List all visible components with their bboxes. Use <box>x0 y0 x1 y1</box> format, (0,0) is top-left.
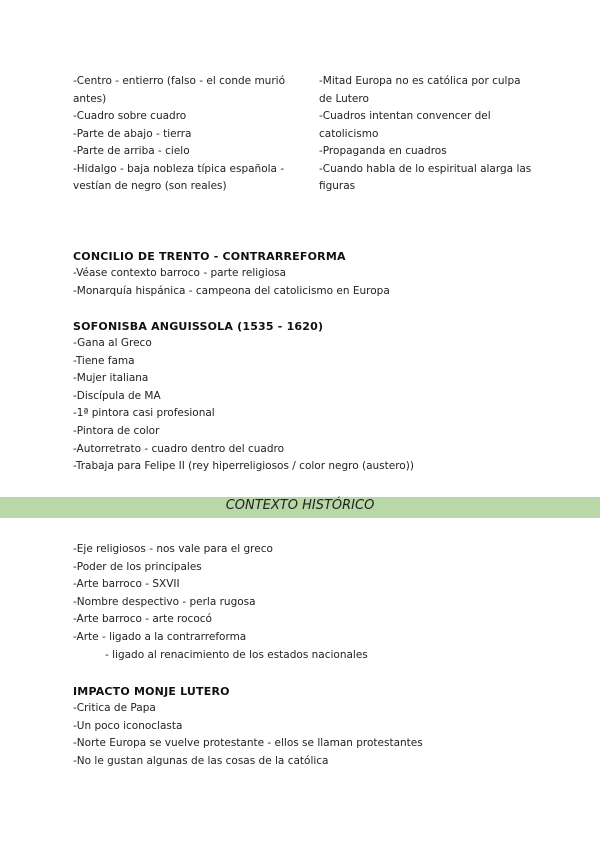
list-item: -Monarquía hispánica - campeona del catolicismo en Europa <box>73 284 390 297</box>
list-item: -Nombre despectivo - perla rugosa <box>73 595 256 608</box>
note-line: -Centro - entierro (falso - el conde murió antes) <box>73 75 285 105</box>
list-subitem: - ligado al renacimiento de los estados nacionales <box>105 648 368 661</box>
note-line: -Parte de abajo - tierra <box>73 127 192 140</box>
note-line: -Cuadros intentan convencer del catolicismo <box>319 110 491 140</box>
section-band <box>0 497 600 518</box>
list-item: -Autorretrato - cuadro dentro del cuadro <box>73 442 285 455</box>
list-item: -Pintora de color <box>73 424 160 437</box>
list-item: -Eje religiosos - nos vale para el greco <box>73 543 273 555</box>
sofonisba-heading: SOFONISBA ANGUISSOLA (1535 - 1620) <box>73 320 324 333</box>
contexto-list <box>73 541 368 664</box>
note-line: -Mitad Europa no es católica por culpa de Lutero <box>319 75 521 105</box>
list-item: -Gana al Greco <box>73 337 152 349</box>
list-item: -Norte Europa se vuelve protestante - ellos se llaman protestantes <box>73 737 423 750</box>
impacto-heading: IMPACTO MONJE LUTERO <box>73 685 230 698</box>
note-line: -Cuadro sobre cuadro <box>73 110 187 122</box>
list-item: -Discípula de MA <box>73 389 161 402</box>
list-item: -Poder de los principales <box>73 560 202 573</box>
list-item: -Mujer italiana <box>73 372 149 385</box>
sofonisba-list <box>73 335 414 476</box>
list-item: -Véase contexto barroco - parte religiosa <box>73 267 287 279</box>
list-item: -Arte barroco - SXVII <box>73 578 180 591</box>
list-item: -Arte - ligado a la contrarreforma <box>73 630 247 643</box>
impacto-list <box>73 700 423 770</box>
list-item: -1ª pintora casi profesional <box>73 407 215 420</box>
concilio-heading: CONCILIO DE TRENTO - CONTRARREFORMA <box>73 250 346 263</box>
section-title: CONTEXTO HISTÓRICO <box>225 498 375 513</box>
notes-right-column <box>319 73 534 196</box>
list-item: -Tiene fama <box>73 354 135 367</box>
list-item: -Critica de Papa <box>73 702 156 714</box>
note-line: -Parte de arriba - cielo <box>73 145 190 157</box>
list-item: -No le gustan algunas de las cosas de la católica <box>73 754 329 767</box>
list-item: -Trabaja para Felipe II (rey hiperreligiosos / color negro (austero)) <box>73 460 414 473</box>
list-item: -Un poco iconoclasta <box>73 719 183 732</box>
note-line: -Propaganda en cuadros <box>319 145 447 157</box>
note-line: -Hidalgo - baja nobleza típica española - vestían de negro (son reales) <box>73 162 285 192</box>
concilio-list <box>73 265 390 300</box>
list-item: -Arte barroco - arte rococó <box>73 613 212 626</box>
note-line: -Cuando habla de lo espiritual alarga las figuras <box>319 162 532 192</box>
notes-left-column <box>73 73 288 196</box>
